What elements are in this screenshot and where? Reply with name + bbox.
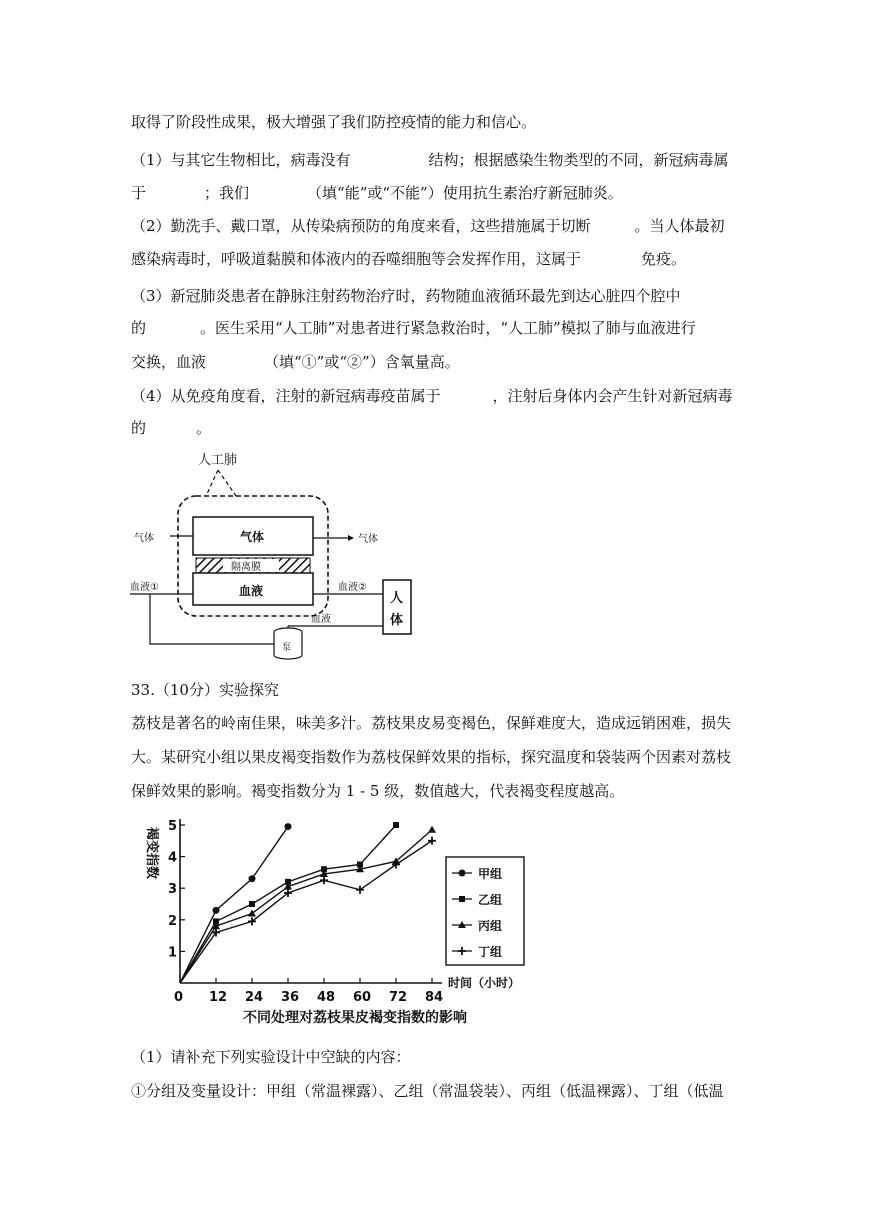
intro-line: 取得了阶段性成果，极大增强了我们防控疫情的能力和信心。: [131, 113, 537, 131]
x-tick-label: 0: [174, 990, 184, 1005]
series-line: [180, 825, 396, 983]
q4-text-b: ，注射后身体内会产生针对新冠病毒: [492, 387, 733, 405]
diagram-title: 人工肺: [198, 453, 238, 468]
series-line: [180, 830, 432, 983]
q3-text-d: 交换，血液: [131, 353, 207, 371]
series-triangle: [180, 826, 436, 983]
q4-text-d: 。: [196, 419, 212, 437]
x-axis-label: 时间（小时）: [448, 976, 521, 990]
q4-line2: [131, 418, 211, 438]
q33-paragraph-line1: 荔枝是著名的岭南佳果，味美多汁。荔枝果皮易变褐色，保鲜难度大，造成远销困难，损失: [131, 714, 732, 732]
chart-title: 不同处理对荔枝果皮褐变指数的影响: [243, 1010, 467, 1026]
q33-heading: 33.（10分）实验探究: [131, 681, 279, 699]
q4-text-a: （4）从免疫角度看，注射的新冠病毒疫苗属于: [131, 387, 441, 405]
gas-in-label: 气体: [134, 533, 154, 544]
q2-text-a: （2）勤洗手、戴口罩，从传染病预防的角度来看，这些措施属于切断: [131, 217, 591, 235]
y-axis-label: 褐变指数: [144, 827, 159, 880]
data-point: [249, 901, 255, 907]
data-point: [213, 907, 220, 914]
y-tick-label: 5: [168, 819, 178, 834]
q2-text-d: 免疫。: [641, 250, 687, 268]
data-point: [428, 826, 436, 833]
chart-series: [180, 822, 436, 983]
q3-line2: [131, 318, 696, 338]
q3-text-b: 的: [131, 319, 147, 337]
x-tick-label: 84: [425, 990, 444, 1005]
q3-line1: （3）新冠肺炎患者在静脉注射药物治疗时，药物随血液循环最先到达心脏四个腔中: [131, 287, 681, 305]
y-tick-label: 3: [168, 882, 178, 898]
q2-line1: [131, 216, 725, 236]
q1-text-d: ；我们: [204, 184, 250, 202]
q1-text-b: 结构；根据感染生物类型的不同，新冠病毒属: [428, 151, 729, 169]
q2-line2: [131, 249, 686, 269]
legend-label: 甲组: [478, 867, 503, 881]
q4-line1: [131, 386, 733, 406]
blood-out-label: 血液②: [338, 582, 367, 593]
data-point: [285, 823, 292, 830]
q33-1-line2: ①分组及变量设计：甲组（常温裸露）、乙组（常温袋装）、丙组（低温裸露）、丁组（低温: [131, 1082, 724, 1100]
membrane-label: 隔离膜: [231, 562, 261, 573]
q33-paragraph-line3: 保鲜效果的影响。褐变指数分为 1 - 5 级，数值越大，代表褐变程度越高。: [131, 782, 625, 800]
q3-text-e: （填“①”或“②”）含氧量高。: [264, 353, 460, 371]
blood-chamber-label: 血液: [239, 584, 264, 598]
q2-text-c: 感染病毒时，呼吸道黏膜和体液内的吞噬细胞等会发挥作用，这属于: [131, 250, 582, 268]
x-tick-label: 36: [281, 990, 300, 1005]
gas-out-arrow: [348, 535, 354, 541]
data-point: [393, 822, 399, 828]
chart-axes: [168, 819, 443, 1005]
x-tick-label: 48: [317, 990, 336, 1005]
x-tick-label: 12: [209, 990, 228, 1005]
q1-text-a: （1）与其它生物相比，病毒没有: [131, 151, 351, 169]
gas-chamber-label: 气体: [240, 530, 265, 544]
callout-line-left: [206, 470, 218, 496]
q1-text-e: （填“能”或“不能”）使用抗生素治疗新冠肺炎。: [307, 184, 623, 202]
q33-paragraph-line2: 大。某研究小组以果皮褐变指数作为荔枝保鲜效果的指标，探究温度和袋装两个因素对荔枝: [131, 748, 732, 766]
y-tick-label: 4: [168, 850, 178, 866]
y-tick-label: 1: [168, 945, 178, 961]
q2-text-b: 。当人体最初: [634, 217, 725, 235]
data-point: [320, 876, 328, 884]
blood-in-label: 血液①: [130, 582, 159, 593]
data-point: [249, 875, 256, 882]
legend-label: 丙组: [478, 919, 503, 933]
y-tick-label: 2: [168, 913, 178, 929]
body-label-2: 体: [390, 613, 404, 628]
x-tick-label: 60: [353, 990, 372, 1005]
body-label-1: 人: [390, 591, 404, 606]
legend-label: 乙组: [478, 893, 503, 907]
q4-text-c: 的: [131, 419, 147, 437]
x-tick-label: 72: [389, 990, 408, 1005]
data-point: [459, 896, 465, 902]
pump-label: 泵: [282, 643, 292, 653]
series-square: [180, 822, 399, 983]
x-tick-label: 24: [245, 990, 264, 1005]
data-point: [459, 870, 466, 877]
q3-text-c: 。医生采用“人工肺”对患者进行紧急救治时，“人工肺”模拟了肺与血液进行: [200, 319, 696, 337]
artificial-lung-diagram: [128, 448, 428, 668]
legend-label: 丁组: [478, 945, 503, 959]
gas-out-label: 气体: [358, 534, 378, 545]
q3-line3: [131, 352, 460, 372]
blood-return-label: 血液: [311, 614, 331, 625]
callout-line-right: [218, 470, 236, 496]
q1-text-c: 于: [131, 184, 147, 202]
data-point: [428, 837, 436, 845]
q33-1-line1: （1）请补充下列实验设计中空缺的内容：: [131, 1048, 411, 1066]
browning-index-chart: [128, 815, 548, 1035]
q1-line2: [131, 183, 623, 203]
q1-line1: [131, 150, 729, 170]
chart-legend: [446, 857, 524, 965]
